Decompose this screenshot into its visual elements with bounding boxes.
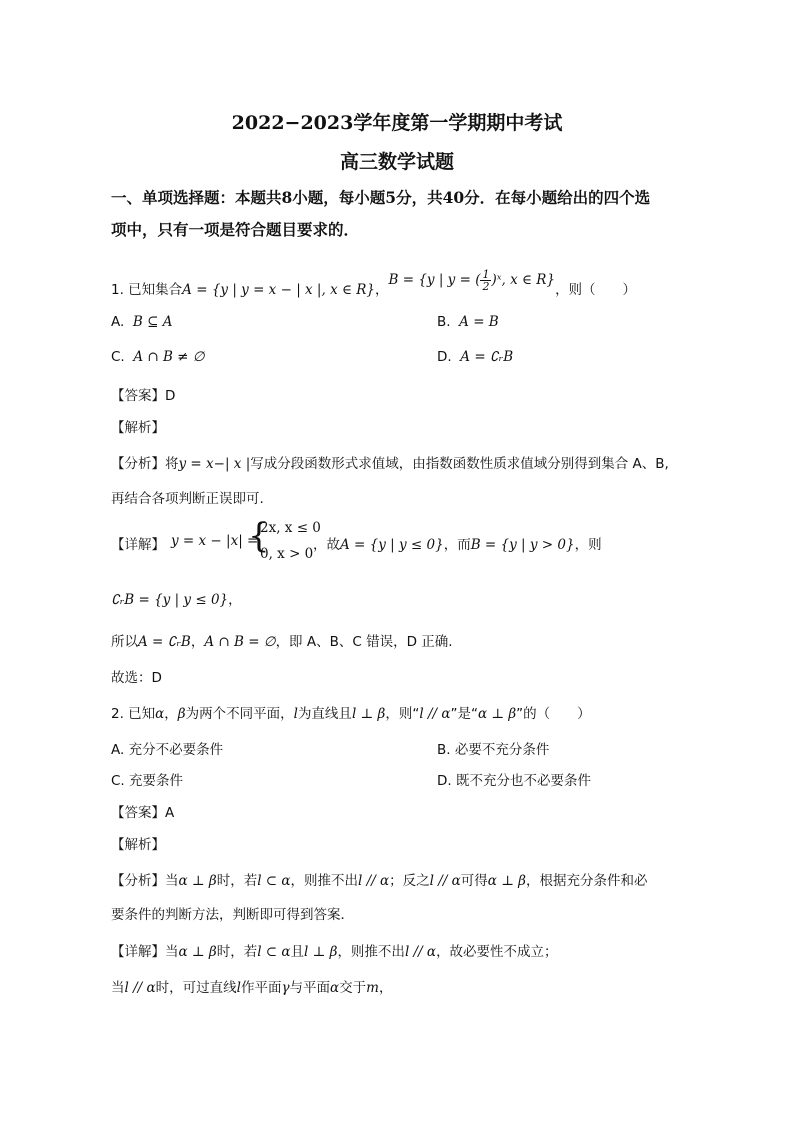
text: 当: [165, 873, 179, 889]
option-label: D.: [437, 349, 452, 365]
xiangjie-tag: 【详解】: [111, 537, 165, 553]
question-number: 2. 已知: [111, 706, 156, 722]
text: ，而: [443, 537, 471, 553]
option-label: B.: [437, 314, 451, 330]
option-d: [437, 349, 513, 365]
math: A = ∁ᵣB: [138, 634, 191, 650]
analysis-tag: 【解析】: [111, 420, 165, 436]
text: 交于: [339, 980, 367, 996]
exam-title: 2022−2023学年度第一学期期中考试: [231, 112, 563, 134]
text: ，即 A、B、C 错误，D 正确.: [275, 634, 453, 650]
math: l: [236, 980, 241, 996]
math: l ⊥ β: [351, 706, 386, 722]
text: ；反之: [389, 873, 430, 889]
text: 且: [290, 944, 305, 960]
question-1-stem: [111, 268, 637, 302]
fenxi-line-1: [111, 452, 669, 472]
answer-tag: 【答案】: [111, 388, 165, 404]
text: ，则推不出: [337, 944, 405, 960]
xiangjie-line-1-rest: [313, 533, 602, 553]
q2-option-a: A. 充分不必要条件: [111, 742, 224, 758]
xiangjie-line-2: [111, 588, 242, 608]
math: γ: [281, 980, 290, 996]
question-tail: ，则（ ）: [555, 282, 637, 298]
fraction-numerator: 1: [482, 268, 490, 281]
q2-xiangjie-line-1: [111, 940, 558, 960]
math: α ⊥ β: [487, 873, 526, 889]
math: m: [366, 980, 379, 996]
option-math: A ∩ B ≠ ∅: [133, 349, 205, 365]
math: β: [177, 706, 186, 722]
text: ，根据充分条件和必: [525, 873, 648, 889]
answer-tag: 【答案】: [111, 805, 165, 821]
text: ，则推不出: [290, 873, 359, 889]
piecewise-lhs: y = x − |x| =: [171, 533, 259, 549]
text: ”的（ ）: [516, 706, 591, 722]
answer-line: [111, 384, 175, 404]
piecewise-brace: {: [248, 516, 270, 556]
q2-answer-line: [111, 801, 174, 821]
math: l // α: [419, 706, 451, 722]
q2-option-d: D. 既不充分也不必要条件: [437, 773, 591, 789]
question-2-stem: [111, 702, 591, 722]
piecewise-case-1: 2x, x ≤ 0: [260, 520, 321, 536]
exam-subtitle: 高三数学试题: [339, 151, 454, 173]
math: l // α: [429, 873, 461, 889]
xiangjie-line-3: [111, 630, 453, 650]
text: 所以: [111, 634, 138, 650]
math: l // α: [358, 873, 390, 889]
question-number: 1. 已知集合: [111, 282, 183, 298]
math: l // α: [404, 944, 437, 960]
text: ，: [164, 706, 178, 722]
fenxi-tag: 【分析】: [111, 456, 165, 472]
xiangjie-tag: 【详解】: [111, 944, 165, 960]
text: ，则“: [385, 706, 420, 722]
q2-analysis-tag: 【解析】: [111, 837, 165, 853]
fraction: [480, 269, 491, 292]
math: l: [293, 706, 298, 722]
set-a-definition: A = {y | y = x − | x |, x ∈ R}: [182, 282, 376, 298]
text: 时，可过直线: [155, 980, 237, 996]
q2-option-b: B. 必要不充分条件: [437, 742, 550, 758]
text: ，: [378, 980, 393, 996]
option-math: A = ∁ᵣB: [460, 349, 514, 365]
q2-fenxi-line-1: [111, 869, 647, 889]
text: ，故: [313, 537, 340, 553]
math: l ⊂ α: [257, 944, 291, 960]
math: l ⊂ α: [257, 873, 291, 889]
text: 将: [165, 456, 179, 472]
option-c: [111, 349, 205, 365]
choose-line: 故选：D: [111, 670, 162, 686]
set-b-suffix: )ˣ, x ∈ R}: [491, 272, 556, 288]
q2-option-c: C. 充要条件: [111, 773, 184, 789]
text: 当: [165, 944, 179, 960]
math: l ⊥ β: [304, 944, 338, 960]
math: y = x−| x |: [178, 456, 251, 472]
q2-fenxi-line-2: 要条件的判断方法，判断即可得到答案．: [111, 907, 354, 923]
math: A ∩ B = ∅: [204, 634, 276, 650]
fenxi-line-2: 再结合各项判断正误即可.: [111, 491, 264, 507]
text: 与平面: [289, 980, 331, 996]
option-label: A.: [111, 314, 125, 330]
text: ，: [228, 592, 242, 608]
answer-value: A: [165, 805, 175, 821]
math: α: [155, 706, 165, 722]
text: 写成分段函数形式求值域，由指数函数性质求值域分别得到集合 A、B,: [250, 456, 669, 472]
text: 作平面: [240, 980, 282, 996]
fraction-denominator: 2: [482, 280, 490, 293]
option-math: A = B: [459, 314, 499, 330]
fenxi-tag: 【分析】: [111, 873, 165, 889]
math: α: [330, 980, 340, 996]
math: B = {y | y > 0}: [470, 537, 575, 553]
math: α ⊥ β: [477, 706, 517, 722]
text: 时，若: [216, 944, 258, 960]
text: ，则: [574, 537, 602, 553]
math: α ⊥ β: [178, 873, 217, 889]
text: 可得: [460, 873, 488, 889]
section-heading-line2: 项中，只有一项是符合题目要求的．: [111, 220, 360, 239]
option-label: C.: [111, 349, 125, 365]
math: ∁ᵣB = {y | y ≤ 0}: [111, 592, 229, 608]
q2-xiangjie-line-2: [111, 976, 392, 996]
text: ，: [190, 634, 205, 650]
math: A = {y | y ≤ 0}: [340, 537, 444, 553]
set-b-definition: [388, 268, 556, 293]
math: α ⊥ β: [178, 944, 217, 960]
option-b: [437, 314, 499, 330]
section-heading-line1: 一、单项选择题：本题共8小题，每小题5分，共40分．在每小题给出的四个选: [111, 188, 651, 207]
piecewise-case-2: 0, x > 0: [260, 546, 314, 562]
text: ”是“: [450, 706, 478, 722]
set-b-prefix: B = {y | y = (: [388, 272, 481, 288]
math: l // α: [124, 980, 156, 996]
text: 为两个不同平面，: [185, 706, 294, 722]
text: 时，若: [216, 873, 258, 889]
punct: ，: [375, 282, 389, 298]
option-math: B ⊆ A: [132, 314, 173, 330]
option-a: [111, 314, 172, 330]
text: ，故必要性不成立；: [436, 944, 558, 960]
text: 当: [111, 980, 125, 996]
text: 为直线且: [297, 706, 352, 722]
answer-value: D: [165, 388, 176, 404]
